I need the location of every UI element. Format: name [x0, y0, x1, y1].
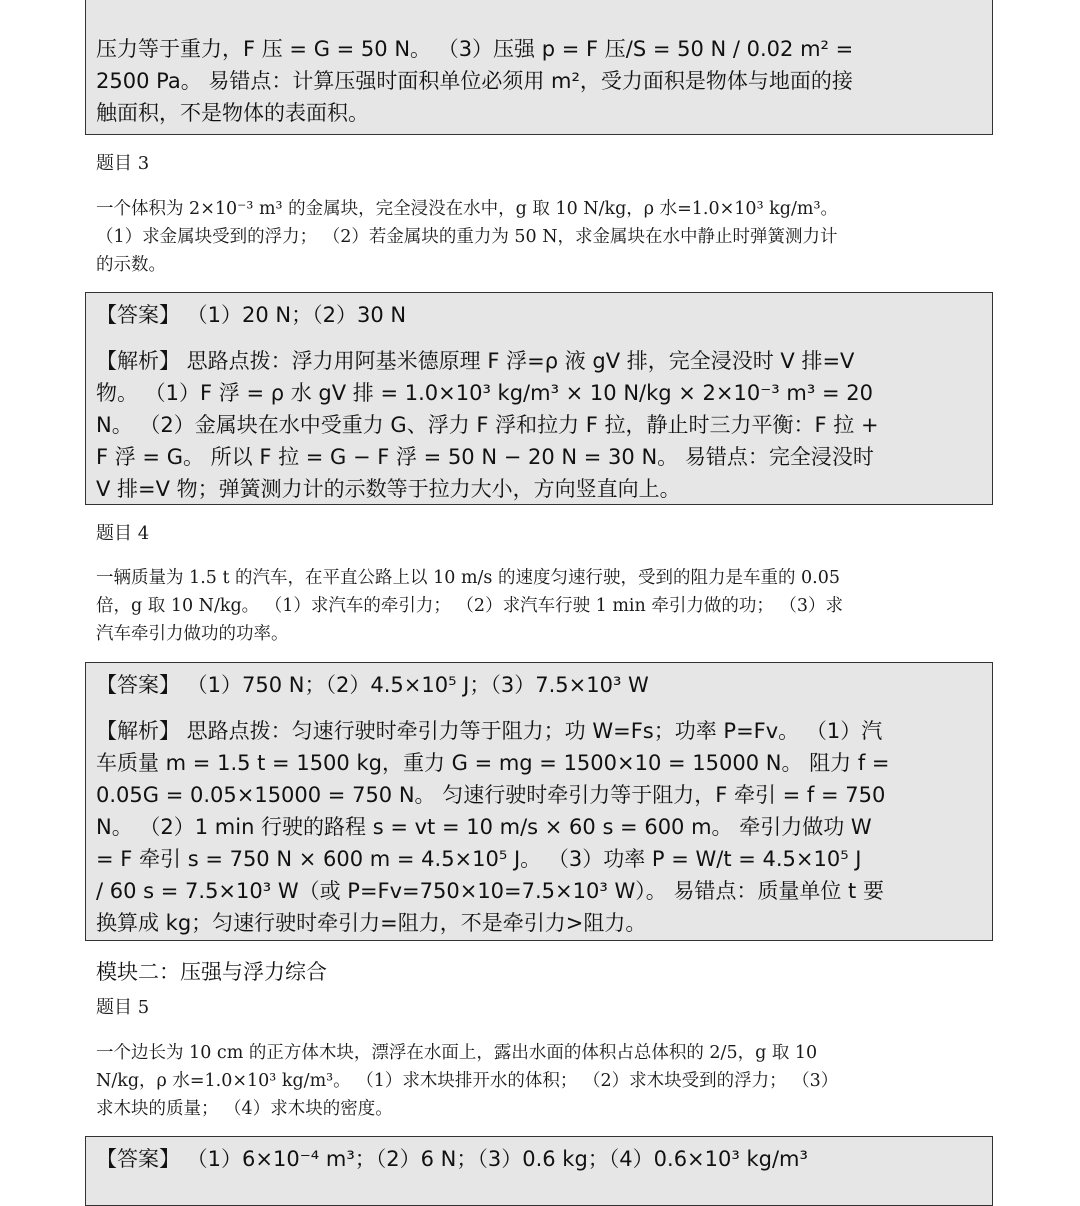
q3-analysis-line: 【解析】 思路点拨：浮力用阿基米德原理 F 浮=ρ 液 gV 排，完全浸没时 V 排=V	[96, 349, 855, 373]
q5-answer: 【答案】 （1）6×10⁻⁴ m³；（2）6 N；（3）0.6 kg；（4）0.6×10³ kg/m³	[96, 1147, 808, 1171]
q3-stem-line: （1）求金属块受到的浮力； （2）若金属块的重力为 50 N，求金属块在水中静止时弹簧测力计	[96, 227, 838, 247]
q3-answer-box	[85, 292, 993, 505]
q2-solution-line: 2500 Pa。 易错点：计算压强时面积单位必须用 m²，受力面积是物体与地面的接	[96, 69, 853, 93]
q3-label: 题目 3	[96, 153, 150, 174]
q5-stem	[96, 1039, 838, 1123]
q2-solution-line: 触面积，不是物体的表面积。	[96, 101, 369, 125]
q5-stem-line: 求木块的质量； （4）求木块的密度。	[96, 1099, 393, 1119]
q5-label: 题目 5	[96, 997, 150, 1018]
q3-analysis-line: F 浮 = G。 所以 F 拉 = G − F 浮 = 50 N − 20 N = 30 N。 易错点：完全浸没时	[96, 445, 874, 469]
q4-analysis-line: 换算成 kg；匀速行驶时牵引力=阻力，不是牵引力>阻力。	[96, 911, 647, 935]
q2-solution-line: 压力等于重力，F 压 = G = 50 N。 （3）压强 p = F 压/S = 50 N / 0.02 m² =	[96, 37, 854, 61]
q4-stem-line: 汽车牵引力做功的功率。	[96, 624, 289, 644]
q4-analysis-line: = F 牵引 s = 750 N × 600 m = 4.5×10⁵ J。 （3）功率 P = W/t = 4.5×10⁵ J	[96, 847, 862, 871]
q3-analysis-line: 物。 （1）F 浮 = ρ 水 gV 排 = 1.0×10³ kg/m³ × 10 N/kg × 2×10⁻³ m³ = 20	[96, 381, 873, 405]
q4-analysis-line: 【解析】 思路点拨：匀速行驶时牵引力等于阻力；功 W=Fs；功率 P=Fv。 （1）汽	[96, 719, 883, 743]
q4-analysis-line: 车质量 m = 1.5 t = 1500 kg，重力 G = mg = 1500×10 = 15000 N。 阻力 f =	[96, 751, 890, 775]
q4-label: 题目 4	[96, 523, 150, 544]
q4-stem-line: 一辆质量为 1.5 t 的汽车，在平直公路上以 10 m/s 的速度匀速行驶，受到的阻力是车重的 0.05	[96, 568, 841, 588]
q3-analysis-line: V 排=V 物；弹簧测力计的示数等于拉力大小，方向竖直向上。	[96, 477, 681, 501]
q4-analysis-line: 0.05G = 0.05×15000 = 750 N。 匀速行驶时牵引力等于阻力，F 牵引 = f = 750	[96, 783, 886, 807]
q4-analysis-line: / 60 s = 7.5×10³ W（或 P=Fv=750×10=7.5×10³ W）。 易错点：质量单位 t 要	[96, 879, 884, 903]
q4-stem-line: 倍，g 取 10 N/kg。 （1）求汽车的牵引力； （2）求汽车行驶 1 min 牵引力做的功； （3）求	[96, 596, 844, 616]
q4-stem	[96, 564, 843, 648]
q4-answer: 【答案】 （1）750 N；（2）4.5×10⁵ J；（3）7.5×10³ W	[96, 673, 649, 697]
q3-stem-line: 的示数。	[96, 255, 166, 275]
q5-stem-line: 一个边长为 10 cm 的正方体木块，漂浮在水面上，露出水面的体积占总体积的 2/5，g 取 10	[96, 1043, 818, 1063]
q4-answer-box	[85, 662, 993, 941]
q3-analysis-line: N。 （2）金属块在水中受重力 G、浮力 F 浮和拉力 F 拉，静止时三力平衡：F 拉 +	[96, 413, 879, 437]
q3-stem-line: 一个体积为 2×10⁻³ m³ 的金属块，完全浸没在水中，g 取 10 N/kg，ρ 水=1.0×10³ kg/m³。	[96, 199, 838, 219]
q4-analysis-line: N。 （2）1 min 行驶的路程 s = vt = 10 m/s × 60 s = 600 m。 牵引力做功 W	[96, 815, 872, 839]
module-heading: 模块二：压强与浮力综合	[96, 960, 327, 984]
q5-answer-box	[85, 1136, 993, 1206]
q3-stem	[96, 195, 838, 279]
q5-stem-line: N/kg，ρ 水=1.0×10³ kg/m³。 （1）求木块排开水的体积； （2）求木块受到的浮力； （3）	[96, 1071, 839, 1091]
q3-answer: 【答案】 （1）20 N；（2）30 N	[96, 303, 407, 327]
q2-solution-box	[85, 0, 993, 135]
